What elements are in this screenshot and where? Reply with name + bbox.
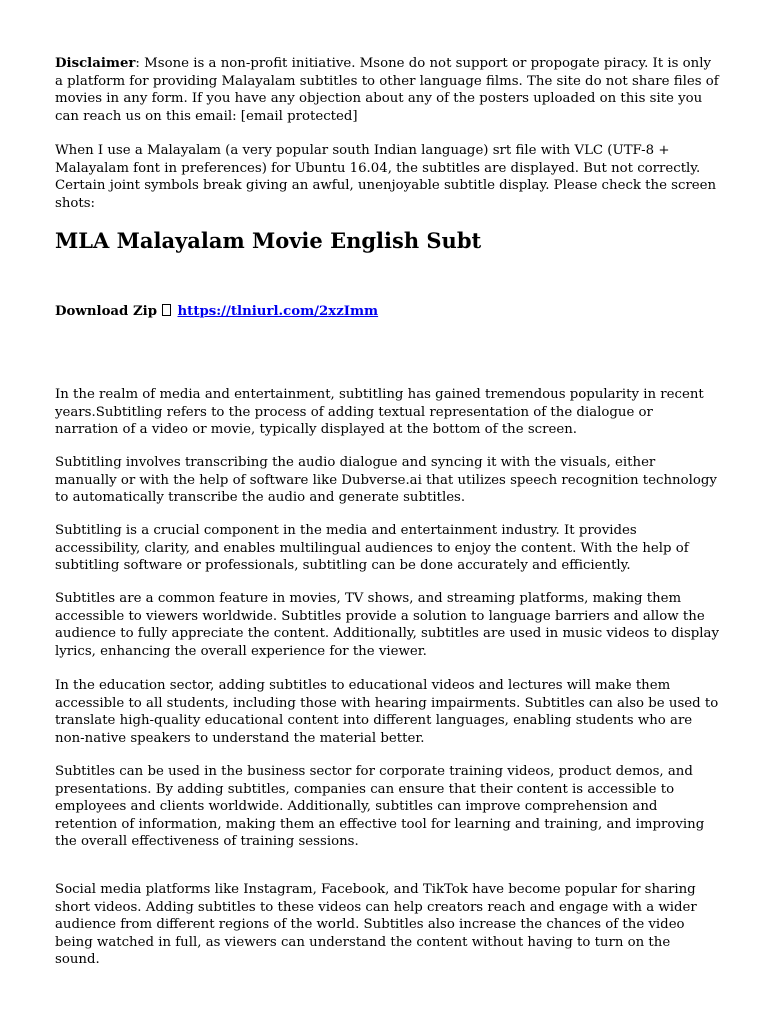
missing-glyph-icon <box>162 304 171 316</box>
body-paragraph-1: In the realm of media and entertainment, subtitling has gained tremendous popularity in recent years.Subtitling refers to the process of adding textual representation of the dialogue or narration of a video or movie, typically displayed at the bottom of the screen. <box>55 387 704 438</box>
page-title: MLA Malayalam Movie English Subt <box>55 228 482 253</box>
body-paragraph-7: Social media platforms like Instagram, Facebook, and TikTok have become popular for sharing short videos. Adding subtitles to these videos can help creators reach and engage with a wider audience from different regions of the world. Subtitles also increase the chances of the video being watched in full, as viewers can understand the content without having to turn on the sound. <box>55 882 697 968</box>
body-paragraph-6: Subtitles can be used in the business sector for corporate training videos, product demos, and presentations. By adding subtitles, companies can ensure that their content is accessible to employees and clients worldwide. Additionally, subtitles can improve comprehension and retention of information, making them an effective tool for learning and training, and improving the overall effectiveness of training sessions. <box>55 764 705 850</box>
disclaimer-text: : Msone is a non-profit initiative. Msone do not support or propogate piracy. It is only a platform for providing Malayalam subtitles to other language films. The site do not share files of movies in any form. If you have any objection about any of the posters uploaded on this site you can reach us on this email: [email protected] <box>55 56 719 124</box>
download-line <box>55 303 719 321</box>
body-paragraph-2: Subtitling involves transcribing the audio dialogue and syncing it with the visuals, either manually or with the help of software like Dubverse.ai that utilizes speech recognition technology to automatically transcribe the audio and generate subtitles. <box>55 455 717 506</box>
body-paragraph-4: Subtitles are a common feature in movies, TV shows, and streaming platforms, making them accessible to viewers worldwide. Subtitles provide a solution to language barriers and allow the audience to fully appreciate the content. Additionally, subtitles are used in music videos to display lyrics, enhancing the overall experience for the viewer. <box>55 591 719 659</box>
download-link[interactable]: https://tlniurl.com/2xzImm <box>177 304 379 319</box>
intro-paragraph: When I use a Malayalam (a very popular south Indian language) srt file with VLC (UTF-8 + Malayalam font in preferences) for Ubuntu 16.04, the subtitles are displayed. But not correctly. Certain joint symbols break giving an awful, unenjoyable subtitle display. Please check the screen shots: <box>55 143 717 211</box>
download-label: Download Zip <box>55 304 158 319</box>
body-paragraph-5: In the education sector, adding subtitles to educational videos and lectures will make them accessible to all students, including those with hearing impairments. Subtitles can also be used to translate high-quality educational content into different languages, enabling students who are non-native speakers to understand the material better. <box>55 678 719 746</box>
disclaimer-label: Disclaimer <box>55 56 136 71</box>
body-paragraph-3: Subtitling is a crucial component in the media and entertainment industry. It provides accessibility, clarity, and enables multilingual audiences to enjoy the content. With the help of subtitling software or professionals, subtitling can be done accurately and efficiently. <box>55 523 689 574</box>
disclaimer-paragraph <box>55 55 719 125</box>
